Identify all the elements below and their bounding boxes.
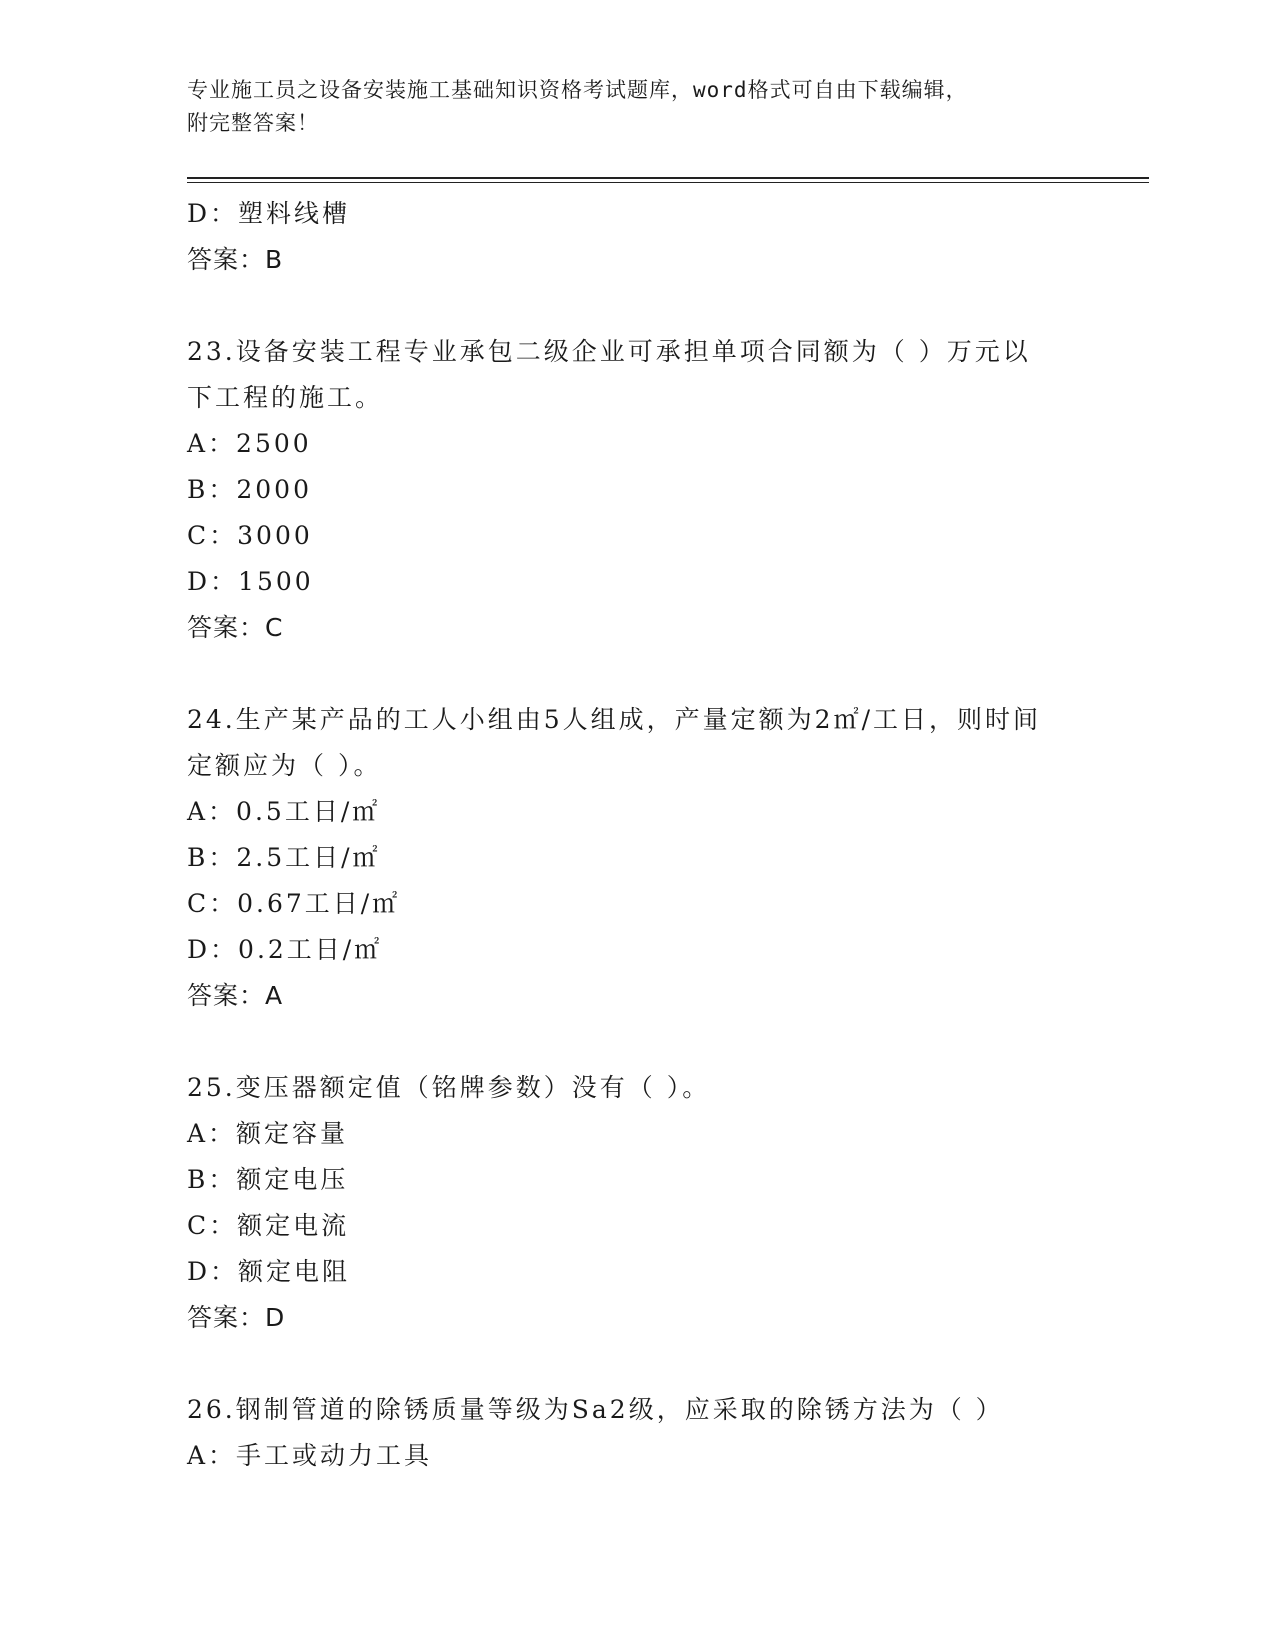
- question-26-stem: 26.钢制管道的除锈质量等级为Sa2级，应采取的除锈方法为（ ）: [187, 1395, 1004, 1424]
- question-list: [187, 191, 1087, 1479]
- option-c: C：3000: [187, 521, 313, 550]
- header-title-line-2: 附完整答案！: [187, 111, 319, 135]
- option-a: A：2500: [187, 429, 312, 458]
- spacer: [187, 1341, 1087, 1387]
- question-24-stem-line-1: 24.生产某产品的工人小组由5人组成，产量定额为2㎡/工日，则时间: [187, 705, 1041, 734]
- answer-line: 答案：A: [187, 981, 284, 1010]
- option-d: D：0.2工日/㎡: [187, 935, 383, 964]
- header-divider-thin: [187, 182, 1149, 183]
- option-d: D：额定电阻: [187, 1257, 351, 1286]
- answer-line: 答案：C: [187, 613, 284, 642]
- option-b: B：2000: [187, 475, 312, 504]
- option-a: A：额定容量: [187, 1119, 349, 1148]
- spacer: [187, 1019, 1087, 1065]
- spacer: [187, 651, 1087, 697]
- header-divider-thick: [187, 177, 1149, 179]
- question-23-stem-line-1: 23.设备安装工程专业承包二级企业可承担单项合同额为（ ）万元以: [187, 337, 1031, 366]
- option-b: B：2.5工日/㎡: [187, 843, 381, 872]
- answer-line: 答案：D: [187, 1303, 286, 1332]
- option-a: A：0.5工日/㎡: [187, 797, 381, 826]
- option-b: B：额定电压: [187, 1165, 349, 1194]
- header-title-line-1: 专业施工员之设备安装施工基础知识资格考试题库，word格式可自由下载编辑，: [187, 78, 968, 102]
- answer-line: 答案：B: [187, 245, 284, 274]
- option-c: C：0.67工日/㎡: [187, 889, 401, 918]
- question-25-stem: 25.变压器额定值（铭牌参数）没有（ ）。: [187, 1073, 711, 1102]
- question-24-stem-line-2: 定额应为（ ）。: [187, 751, 382, 780]
- option-d: D：塑料线槽: [187, 199, 351, 228]
- spacer: [187, 283, 1087, 329]
- question-23-stem-line-2: 下工程的施工。: [187, 383, 384, 412]
- option-c: C：额定电流: [187, 1211, 350, 1240]
- option-a: A：手工或动力工具: [187, 1441, 433, 1470]
- option-d: D：1500: [187, 567, 314, 596]
- document-header: [187, 74, 1087, 140]
